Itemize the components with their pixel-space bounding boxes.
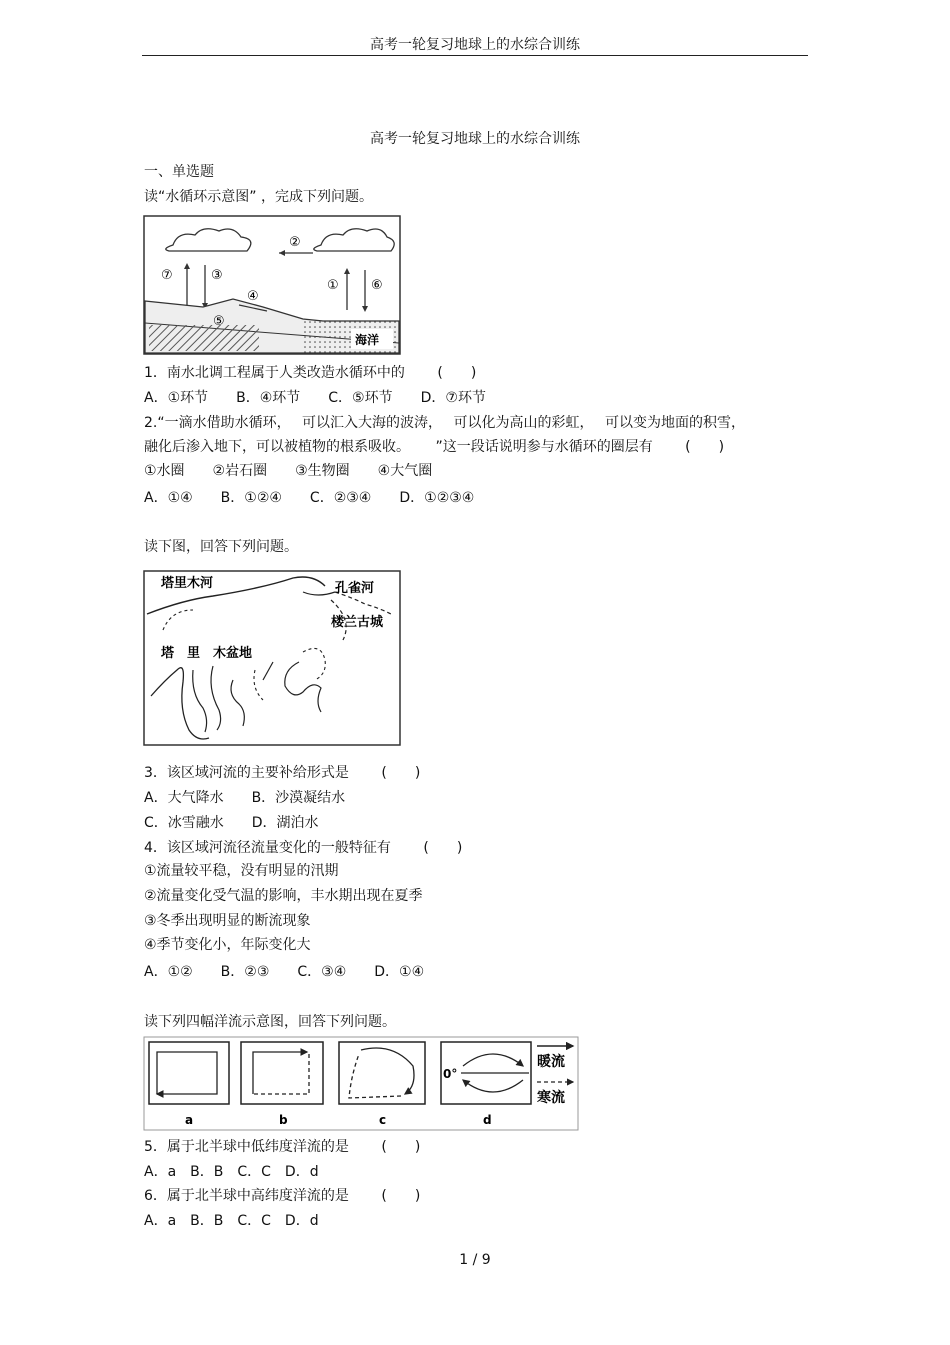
ocean-current-diagrams [143,1036,579,1131]
tarim-basin-map [143,570,401,746]
label-5: ⑤ [213,314,225,329]
water-cycle-diagram [143,215,401,355]
q4-item: ①流量较平稳，没有明显的汛期 [144,863,339,879]
ocean-label: 海洋 [355,333,380,347]
document-title: 高考一轮复习地球上的水综合训练 [370,131,580,147]
q4-item: ③冬季出现明显的断流现象 [144,913,311,929]
q2-stem-line2: 融化后渗入地下，可以被植物的根系吸收。 ”这一段话说明参与水循环的圈层有 ( ) [144,439,725,455]
panel-c-label: c [379,1113,387,1127]
running-header: 高考一轮复习地球上的水综合训练 [370,37,580,53]
q1-options: A．①环节 B．④环节 C．⑤环节 D．⑦环节 [144,390,486,406]
label-4: ④ [247,289,259,304]
header-rule [142,55,808,56]
q4-options: A．①② B．②③ C．③④ D．①④ [144,964,425,980]
legend-warm: 暖流 [537,1054,565,1070]
q3-options-line1: A．大气降水 B．沙漠凝结水 [144,790,346,806]
label-6: ⑥ [371,278,383,293]
label-7: ⑦ [161,268,173,283]
section-heading: 一、单选题 [144,164,214,180]
label-loulan: 楼兰古城 [331,615,384,630]
label-basin: 塔 里 木盆地 [161,646,253,661]
q6-options: A．a B．B C．C D．d [144,1213,319,1229]
q4-item: ④季节变化小，年际变化大 [144,937,311,953]
panel-a-label: a [185,1113,194,1127]
q2-options: A．①④ B．①②④ C．②③④ D．①②③④ [144,490,475,506]
intro-water-cycle: 读“水循环示意图” ，完成下列问题。 [144,189,373,205]
label-1: ① [327,278,339,293]
q1-stem: 1．南水北调工程属于人类改造水循环中的 ( ) [144,365,477,381]
label-kongque-river: 孔雀河 [335,581,375,596]
legend-cold: 寒流 [537,1090,565,1106]
q2-items: ①水圈 ②岩石圈 ③生物圈 ④大气圈 [144,463,433,479]
label-tarim-river: 塔里木河 [161,576,214,591]
q6-stem: 6．属于北半球中高纬度洋流的是 ( ) [144,1188,421,1204]
page-number: 1 / 9 [459,1252,491,1268]
panel-b-label: b [279,1113,288,1127]
intro-tarim: 读下图，回答下列问题。 [144,539,298,555]
q3-options-line2: C．冰雪融水 D．湖泊水 [144,815,319,831]
q2-stem-line1: 2.“一滴水借助水循环， 可以汇入大海的波涛， 可以化为高山的彩虹， 可以变为地面的积雪， [144,415,745,431]
equator-label: 0° [443,1067,458,1081]
intro-ocean-currents: 读下列四幅洋流示意图，回答下列问题。 [144,1014,396,1030]
panel-d-label: d [483,1113,492,1127]
q5-options: A．a B．B C．C D．d [144,1164,319,1180]
q4-stem: 4．该区域河流径流量变化的一般特征有 ( ) [144,840,463,856]
q4-item: ②流量变化受气温的影响，丰水期出现在夏季 [144,888,423,904]
q5-stem: 5．属于北半球中低纬度洋流的是 ( ) [144,1139,421,1155]
q3-stem: 3．该区域河流的主要补给形式是 ( ) [144,765,421,781]
label-3: ③ [211,268,223,283]
label-2: ② [289,235,301,250]
